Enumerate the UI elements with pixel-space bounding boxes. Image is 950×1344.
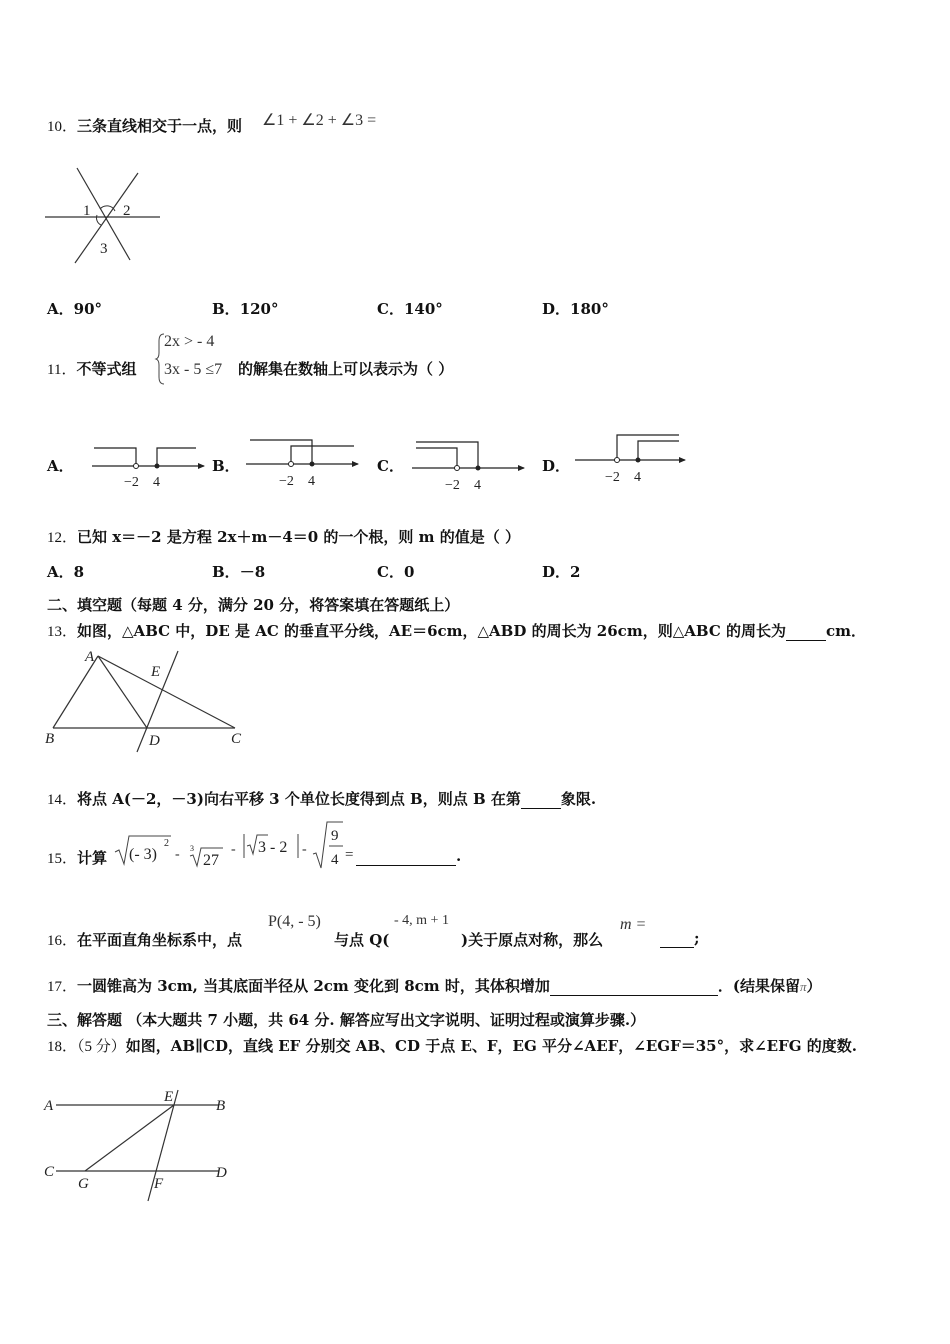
point-label-b: B [216, 1098, 226, 1114]
three-lines-figure [45, 165, 165, 267]
question-12 [47, 526, 520, 547]
pi-symbol: π [800, 979, 807, 994]
question-number: 16． [47, 933, 78, 949]
section-2-title: 二、填空题（每题 4 分，满分 20 分，将答案填在答题纸上） [47, 596, 460, 614]
section-3-title: 三、解答题 （本大题共 7 小题，共 64 分. 解答应写出文字说明、证明过程或演算步骤.） [47, 1011, 646, 1029]
answer-blank[interactable] [660, 929, 694, 948]
point-label-d: D [149, 733, 160, 749]
point-label-a: A [44, 1098, 54, 1114]
tick-label-neg2: −2 [279, 474, 294, 489]
question-text: 在平面直角坐标系中，点 [77, 931, 243, 949]
option-c[interactable]: C．140° [377, 300, 443, 318]
question-text: 将点 A(－2，－3)向右平移 3 个单位长度得到点 B，则点 B 在第 [77, 790, 521, 808]
question-text-after: )关于原点对称，那么 [461, 931, 604, 949]
point-label-c: C [231, 731, 242, 747]
question-number: 17． [47, 979, 78, 995]
point-label-f: F [154, 1176, 164, 1192]
question-16 [47, 929, 242, 950]
inequality-1: 2x > - 4 [164, 333, 215, 350]
point-q: - 4, m + 1 [394, 913, 449, 928]
tick-label-4: 4 [308, 474, 315, 489]
answer-line [356, 847, 461, 866]
option-b[interactable]: B．－8 [212, 563, 266, 581]
expr-minus-2: - [231, 842, 236, 857]
question-number: 10． [47, 119, 78, 135]
option-b[interactable]: B． [212, 457, 240, 475]
question-10 [47, 115, 242, 136]
angle-label-2: 2 [123, 203, 131, 219]
expr-minus-1: - [175, 847, 180, 862]
triangle-figure [45, 648, 250, 753]
parallel-lines-figure [44, 1088, 239, 1206]
question-text: 不等式组 [76, 360, 137, 378]
question-text: 三条直线相交于一点，则 [77, 117, 243, 135]
question-score: （5 分） [77, 1039, 126, 1055]
answer-suffix: . [456, 847, 462, 865]
question-text-tail: 的解集在数轴上可以表示为（ ） [238, 360, 454, 378]
inequality-2: 3x - 5 ≤7 [164, 361, 223, 378]
number-line-a[interactable] [92, 440, 212, 490]
point-label-e: E [151, 664, 161, 680]
option-c[interactable]: C． [377, 457, 404, 475]
answer-blank[interactable] [356, 847, 456, 866]
option-a[interactable]: A．8 [47, 563, 85, 581]
closing-paren: ） [806, 977, 822, 995]
question-text-mid: 与点 Q( [334, 931, 390, 949]
calculation-expression [113, 818, 353, 876]
tick-label-4: 4 [153, 475, 160, 490]
question-number: 14． [47, 792, 78, 808]
expr-exponent: 2 [164, 838, 169, 849]
answer-blank[interactable] [550, 977, 718, 996]
question-number: 18． [47, 1039, 78, 1055]
option-d[interactable]: D．180° [542, 300, 609, 318]
expr-equals: = [345, 847, 354, 863]
option-b[interactable]: B．120° [212, 300, 279, 318]
question-text: 如图，AB∥CD，直线 EF 分别交 AB、CD 于点 E、F，EG 平分∠AEF，∠EGF＝35°，求∠EFG 的度数. [125, 1037, 858, 1055]
question-number: 12． [47, 530, 78, 546]
answer-unit: cm． [825, 622, 866, 640]
expr-neg3: (- 3) [129, 846, 157, 863]
answer-line [660, 929, 700, 948]
tick-label-4: 4 [634, 470, 641, 485]
question-text: 一圆锥高为 3cm, 当其底面半径从 2cm 变化到 8cm 时，其体积增加 [77, 977, 550, 995]
expr-minus-3: - [302, 842, 307, 857]
question-17 [47, 975, 822, 996]
option-a[interactable]: A． [47, 457, 74, 475]
question-text: 如图，△ABC 中，DE 是 AC 的垂直平分线，AE＝6cm，△ABD 的周长为 26cm，则△ABC 的周长为 [77, 622, 786, 640]
answer-suffix: ．(结果保留 [717, 977, 801, 995]
option-a[interactable]: A．90° [47, 300, 103, 318]
angle-label-1: 1 [83, 203, 91, 219]
answer-suffix: 象限. [560, 790, 597, 808]
angle-sum-expression: ∠1 + ∠2 + ∠3 = [262, 112, 377, 129]
point-p: P(4, - 5) [268, 913, 321, 930]
question-14 [47, 788, 596, 809]
question-text: 计算 [77, 849, 108, 867]
question-number: 11． [47, 362, 77, 378]
answer-blank[interactable] [786, 622, 826, 641]
answer-suffix: ; [694, 929, 700, 947]
number-line-d[interactable] [575, 430, 693, 486]
tick-label-neg2: −2 [605, 470, 620, 485]
m-expression: m = [620, 916, 647, 933]
option-d[interactable]: D．2 [542, 563, 581, 581]
point-label-a: A [85, 649, 95, 665]
expr-root-index: 3 [190, 844, 194, 853]
expr-numerator: 9 [331, 828, 339, 844]
point-label-g: G [78, 1176, 89, 1192]
question-13 [47, 620, 866, 641]
question-11 [47, 358, 136, 379]
tick-label-neg2: −2 [124, 475, 139, 490]
answer-blank[interactable] [521, 790, 561, 809]
question-text: 已知 x＝－2 是方程 2x＋m－4＝0 的一个根，则 m 的值是（ ） [77, 528, 520, 546]
expr-27: 27 [203, 852, 219, 869]
number-line-b[interactable] [246, 436, 366, 490]
point-label-b: B [45, 731, 55, 747]
tick-label-neg2: −2 [445, 478, 460, 493]
question-15 [47, 847, 107, 868]
option-c[interactable]: C．0 [377, 563, 415, 581]
expr-abs-inner: 3 - 2 [258, 839, 288, 856]
question-number: 13． [47, 624, 78, 640]
question-number: 15． [47, 851, 78, 867]
expr-denominator: 4 [331, 852, 339, 868]
number-line-c[interactable] [412, 436, 532, 492]
angle-label-3: 3 [100, 241, 108, 257]
question-18 [47, 1035, 857, 1056]
point-label-c: C [44, 1164, 55, 1180]
point-label-d: D [216, 1165, 227, 1181]
tick-label-4: 4 [474, 478, 481, 493]
point-label-e: E [164, 1089, 174, 1105]
option-d[interactable]: D． [542, 457, 571, 475]
